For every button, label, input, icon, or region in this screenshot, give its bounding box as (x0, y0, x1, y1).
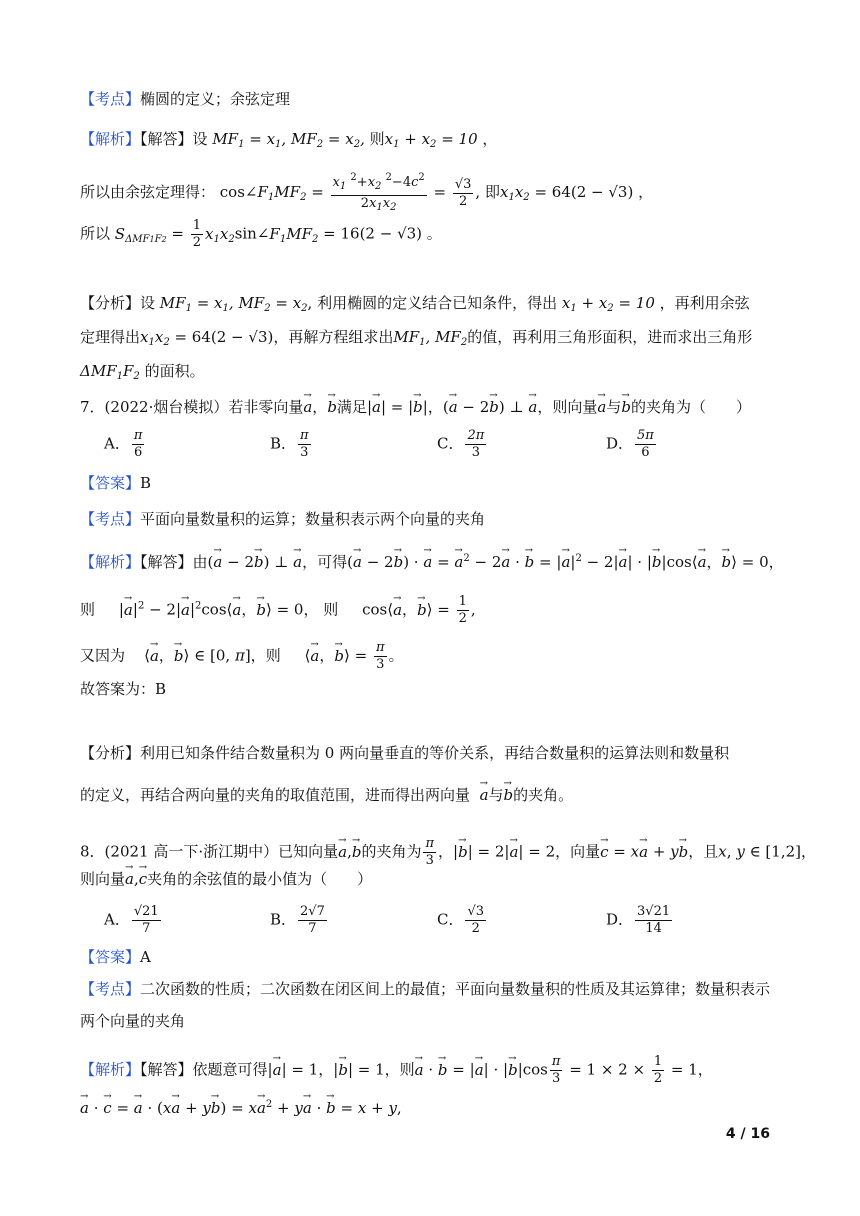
q8-option-c[interactable]: C． $\frac{√3}{2}$ (437, 904, 485, 936)
kaodian-text: 椭圆的定义；余弦定理 (140, 90, 291, 108)
tag-kaodian: 【考点】 (80, 90, 141, 108)
kaodian-line-1 (80, 88, 290, 110)
q7-kaodian: 【考点】平面向量数量积的运算；数量积表示两个向量的夹角 (80, 510, 486, 528)
fenxi-line-3: $\Delta MF_1F_2$ 的面积。 (80, 362, 205, 382)
q8-kaodian-2: 两个向量的夹角 (80, 1012, 186, 1030)
jiexi-line-2: 所以由余弦定理得： $\cos\angle F_1MF_2$ = $\frac{x_1 ^2+x_2 ^2-4c^2}{2x_1x_2}$ = $\frac{√3}{2}$ , 即$x_1x_2 = 64(2 - √3)$ ， (80, 172, 654, 213)
jiexi-line-1: 【解析】【解答】设 $MF_1 = x_1$, $MF_2 = x_2$, 则$x_1 + x_2 = 10$ ， (80, 130, 498, 150)
q7-option-a[interactable]: A． $\frac{\pi}{6}$ (104, 428, 143, 460)
q8-jiexi-1: 【解析】【解答】依题意可得|→ a| = 1，|→ b| = 1，则→ a · → b = |→ a| · |→ b|cos $\frac{\pi}{3}$ = 1 × 2 × $\frac{1}{2}$ = 1， (80, 1054, 713, 1087)
question-7: 7．(2022·烟台模拟）若非零向量→ a，→ b满足|→ a| = |→ b|，(→ a − 2→ b) ⊥ → a，则向量→ a与→ b的夹角为（ ） (80, 396, 751, 418)
q7-fenxi-2: 的定义，再结合两向量的夹角的取值范围，进而得出两向量 → a与→ b的夹角。 (80, 784, 573, 806)
question-8-line-2: 则向量→ a,→ c夹角的余弦值的最小值为（ ） (80, 868, 372, 890)
q7-option-b[interactable]: B． $\frac{\pi}{3}$ (270, 428, 309, 460)
tag-fenxi: 【分析】 (80, 294, 141, 312)
tag-jiexi: 【解析】 (80, 130, 141, 148)
q7-jiexi-3: 又因为 ⟨→ a，→ b⟩ ∈ [0, π]，则 ⟨→ a，→ b⟩ = $\frac{\pi}{3}$ 。 (80, 640, 404, 673)
q7-jiexi-1: 【解析】【解答】由(→ a − 2→ b) ⊥ → a，可得(→ a − 2→ b) · → a = → $a^2 - 2\to a$ · → b = |→ $a|^2 - 2|\to a|$ · |→ b|cos⟨→ a，→ b⟩ = 0， (80, 548, 784, 573)
fenxi-line-1: 【分析】设 $MF_1 = x_1$, $MF_2 = x_2$, 利用椭圆的定义结合已知条件，得出 $x_1 + x_2 = 10$ ，再利用余弦 (80, 294, 750, 314)
q7-option-c[interactable]: C． $\frac{2\pi}{3}$ (437, 428, 485, 460)
q8-option-d[interactable]: D． $\frac{3√21}{14}$ (606, 904, 671, 936)
tag-daan: 【答案】 (80, 474, 141, 492)
tag-jieda: 【解答】 (140, 130, 193, 148)
q8-answer: 【答案】A (80, 948, 151, 966)
q8-option-a[interactable]: A． $\frac{√21}{7}$ (104, 904, 159, 936)
q8-option-b[interactable]: B． $\frac{2√7}{7}$ (270, 904, 325, 936)
page-number: 4 / 16 (725, 1126, 770, 1142)
question-8-line-1: 8．(2021 高一下·浙江期中）已知向量→ a,→ b的夹角为 $\frac{\pi}{3}$ ，|→ b| = 2|→ a| = 2，向量→ c = x→ a + y→ b，且x, y ∈ [1,2]， (80, 836, 816, 869)
fenxi-line-2: 定理得出$x_1x_2 = 64(2 - √3)$，再解方程组求出$MF_1$, $MF_2$的值，再利用三角形面积，进而求出三角形 (80, 328, 753, 348)
q7-fenxi-1: 【分析】利用已知条件结合数量积为 0 两向量垂直的等价关系，再结合数量积的运算法则和数量积 (80, 744, 730, 762)
q8-kaodian-1: 【考点】二次函数的性质；二次函数在闭区间上的最值；平面向量数量积的性质及其运算律；数量积表示 (80, 980, 771, 998)
q7-conclusion: 故答案为：B (80, 680, 167, 698)
q7-jiexi-2: 则 |→ $a|^2 - 2|\to$ $a|^2\cos⟨\to a$，→ b⟩ = 0， 则 cos⟨→ a，→ b⟩ = $\frac{1}{2}$ , (80, 594, 476, 627)
q7-answer: 【答案】B (80, 474, 152, 492)
q7-option-d[interactable]: D． $\frac{5\pi}{6}$ (606, 428, 654, 460)
q8-jiexi-2: → a · → c = → $a \cdot (x\to a + y\to b) = x\to a^2 + y\to a$ · → b = x + y, (80, 1094, 402, 1119)
jiexi-line-3: 所以 $S_{\Delta MF1F2}$ = $\frac{1}{2}$ $x_1x_2\sin\angle F_1MF_2 = 16(2 - √3)$ 。 (80, 218, 442, 250)
